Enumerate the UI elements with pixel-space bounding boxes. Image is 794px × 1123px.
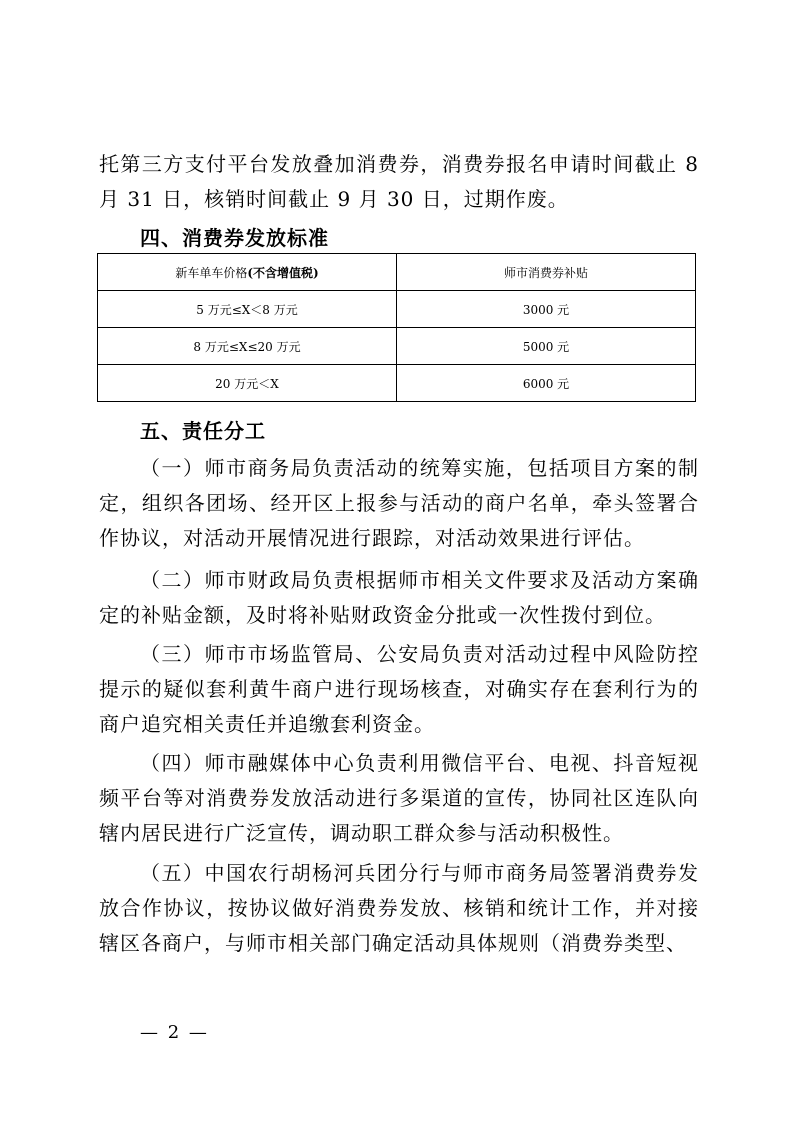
- column-header-subsidy: 师市消费券补贴: [397, 254, 696, 291]
- subsidy-amount-cell: 6000 元: [397, 365, 696, 402]
- table-row: [98, 328, 696, 365]
- table-row: [98, 365, 696, 402]
- page-number: — 2 —: [140, 1022, 209, 1043]
- column-header-price: [98, 254, 397, 291]
- subsidy-standard-table: [97, 253, 696, 402]
- subsidy-amount-cell: 3000 元: [397, 291, 696, 328]
- section-4-heading: 四、消费券发放标准: [140, 226, 329, 250]
- header-price-note: (不含增值税): [247, 265, 319, 280]
- duty-paragraph-3: （三）师市市场监管局、公安局负责对活动过程中风险防控提示的疑似套利黄牛商户进行现场核查，对确实存在套利行为的商户追究相关责任并追缴套利资金。: [99, 642, 699, 736]
- duty-paragraph-5: （五）中国农行胡杨河兵团分行与师市商务局签署消费券发放合作协议，按协议做好消费券发放、核销和统计工作，并对接辖区各商户，与师市相关部门确定活动具体规则（消费券类型、: [99, 861, 699, 955]
- table-header-row: [98, 254, 696, 291]
- price-range-cell: 5 万元≤X＜8 万元: [98, 291, 397, 328]
- duty-paragraph-4: （四）师市融媒体中心负责利用微信平台、电视、抖音短视频平台等对消费券发放活动进行多渠道的宣传，协同社区连队向辖内居民进行广泛宣传，调动职工群众参与活动积极性。: [99, 751, 699, 845]
- subsidy-amount-cell: 5000 元: [397, 328, 696, 365]
- intro-paragraph: 托第三方支付平台发放叠加消费券，消费券报名申请时间截止 8 月 31 日，核销时间截止 9 月 30 日，过期作废。: [99, 152, 699, 211]
- header-price-text: 新车单车价格: [175, 265, 248, 280]
- table-row: [98, 291, 696, 328]
- price-range-cell: 20 万元＜X: [98, 365, 397, 402]
- duty-paragraph-1: （一）师市商务局负责活动的统筹实施，包括项目方案的制定，组织各团场、经开区上报参与活动的商户名单，牵头签署合作协议，对活动开展情况进行跟踪，对活动效果进行评估。: [99, 456, 699, 550]
- section-5-heading: 五、责任分工: [140, 419, 266, 443]
- duty-paragraph-2: （二）师市财政局负责根据师市相关文件要求及活动方案确定的补贴金额，及时将补贴财政资金分批或一次性拨付到位。: [99, 568, 699, 627]
- price-range-cell: 8 万元≤X≤20 万元: [98, 328, 397, 365]
